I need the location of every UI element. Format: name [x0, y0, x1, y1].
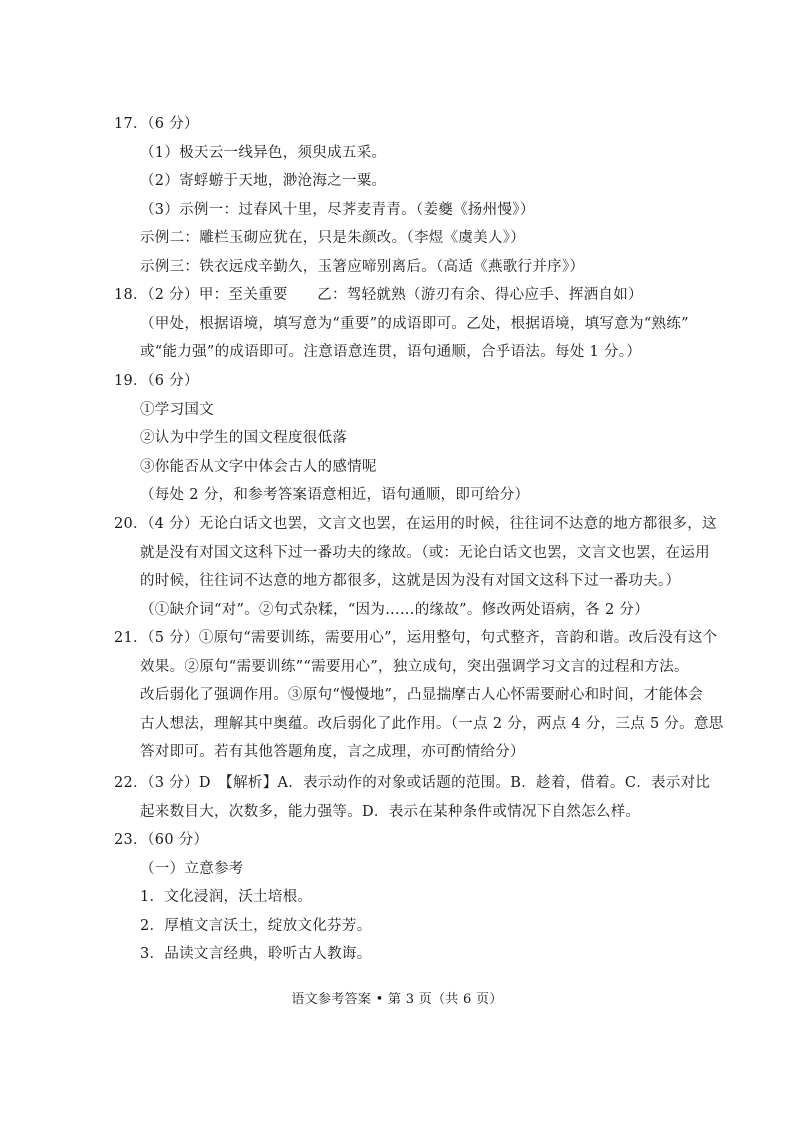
question-number: 23．	[114, 832, 148, 848]
answer-line: ①学习国文	[140, 401, 214, 418]
question-header	[114, 110, 694, 139]
answer-line: 起来数目大，次数多，能力强等。D．表示在某种条件或情况下自然怎么样。	[140, 803, 641, 820]
question-score: （6 分）	[140, 373, 199, 389]
answer-line: 的时候，往往词不达意的地方都很多，这就是因为没有对国文这科下过一番功夫。）	[140, 573, 681, 589]
answer-line: 3．品读文言经典，聆听古人教诲。	[140, 946, 372, 962]
answer-line: 古人想法，理解其中奥蕴。改后弱化了此作用。（一点 2 分，两点 4 分，三点 5 分。意思	[140, 715, 724, 732]
answer-line: 或“能力强”的成语即可。注意语意连贯，语句通顺，合乎语法。每处 1 分。）	[140, 344, 642, 360]
question-answer: （3 分）D 【解析】A．表示动作的对象或话题的范围。B．趁着，借着。C．表示对比	[140, 775, 711, 791]
answer-line: （甲处，根据语境，填写意为“重要”的成语即可。乙处，根据语境，填写意为“熟练”	[140, 315, 689, 332]
question-19	[114, 367, 694, 510]
question-17	[114, 110, 694, 281]
question-number: 17．	[114, 116, 148, 132]
question-number: 19．	[114, 373, 148, 389]
question-header	[114, 281, 694, 310]
question-answer: （5 分）①原句“需要训练，需要用心”，运用整句，句式整齐，音韵和谐。改后没有这个	[140, 630, 718, 646]
question-score: （6 分）	[140, 116, 199, 132]
answer-line: 2．厚植文言沃土，绽放文化芬芳。	[140, 917, 372, 934]
question-21	[114, 624, 724, 767]
answer-line: 答对即可。若有其他答题角度，言之成理，亦可酌情给分）	[140, 744, 525, 760]
answer-line: 就是没有对国文这科下过一番功夫的缘故。（或：无论白话文也罢，文言文也罢，在运用	[140, 544, 710, 561]
answer-line: （2）寄蜉蝣于天地，渺沧海之一粟。	[140, 173, 387, 189]
question-number: 18．	[114, 287, 148, 303]
page-footer: 语文参考答案 • 第 3 页（共 6 页）	[291, 992, 503, 1007]
answer-line: 效果。②原句“需要训练”“需要用心”，独立成句，突出强调学习文言的过程和方法。	[140, 658, 689, 675]
question-header	[114, 510, 717, 539]
question-23	[114, 826, 694, 969]
answer-line: ③你能否从文字中体会古人的感情呢	[140, 458, 377, 475]
question-18	[114, 281, 694, 367]
answer-line: 示例二：雕栏玉砌应犹在，只是朱颜改。（李煜《虞美人》）	[140, 230, 526, 246]
answer-line: 改后弱化了强调作用。③原句“慢慢地”，凸显揣摩古人心怀需要耐心和时间，才能体会	[140, 687, 704, 703]
question-answer: （2 分）甲：至关重要 乙：驾轻就熟（游刃有余、得心应手、挥洒自如）	[140, 287, 643, 303]
answer-line: ②认为中学生的国文程度很低落	[140, 430, 348, 446]
question-number: 22．	[114, 775, 148, 791]
answer-line: （3）示例一：过春风十里，尽荠麦青青。（姜夔《扬州慢》）	[140, 201, 535, 218]
question-number: 21．	[114, 630, 148, 646]
answer-line: （每处 2 分，和参考答案语意相近，语句通顺，即可给分）	[140, 487, 530, 503]
question-answer: （4 分）无论白话文也罢，文言文也罢，在运用的时候，往往词不达意的地方都很多，这	[140, 516, 717, 532]
answer-line: 1．文化浸润，沃土培根。	[140, 889, 313, 905]
question-header	[114, 367, 694, 396]
section-heading: （一）立意参考	[140, 860, 244, 877]
question-header	[114, 769, 711, 798]
question-header	[114, 624, 718, 653]
answer-line: （①缺介词“对”。②句式杂糅，“因为……的缘故”。修改两处语病，各 2 分）	[140, 601, 649, 618]
question-number: 20．	[114, 516, 148, 532]
question-20	[114, 510, 717, 624]
question-22	[114, 769, 711, 826]
question-score: （60 分）	[140, 832, 209, 848]
answer-line: 示例三：铁衣远戍辛勤久，玉箸应啼别离后。（高适《燕歌行并序》）	[140, 258, 585, 275]
question-header	[114, 826, 694, 855]
answer-line: （1）极天云一线异色，须臾成五采。	[140, 144, 387, 161]
